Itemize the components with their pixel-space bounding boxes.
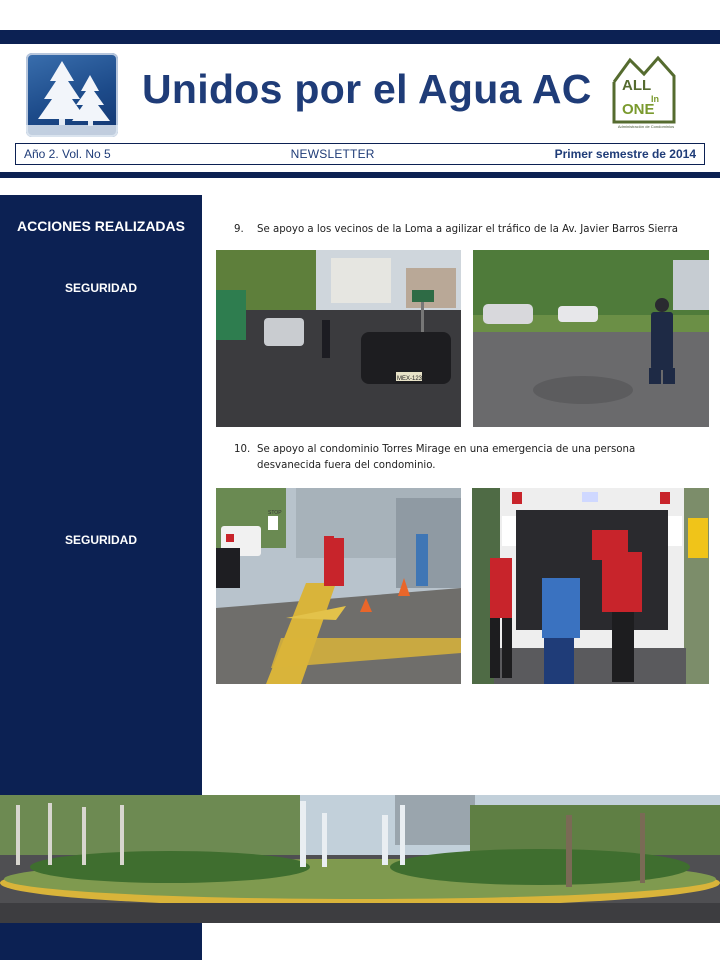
photo-sign-text: STOP — [268, 510, 282, 516]
issue-period: Primer semestre de 2014 — [554, 147, 696, 161]
newsletter-label: NEWSLETTER — [290, 147, 375, 161]
brand-line1: ALL — [622, 77, 652, 94]
item-10-line1: Se apoyo al condominio Torres Mirage en una emergencia de una persona — [257, 444, 636, 455]
brand-caption: Administración de Condominios — [617, 124, 675, 129]
item-9-number: 9. — [234, 224, 244, 235]
pine-trees-logo — [26, 53, 118, 137]
issue-info-bar — [15, 143, 705, 165]
header-bottom-band — [0, 172, 720, 178]
newsletter-title: Unidos por el Agua AC — [142, 66, 592, 112]
top-band — [0, 30, 720, 44]
item-10 — [234, 442, 635, 474]
photo-traffic-street — [216, 250, 461, 427]
photo-fountain-roundabout — [0, 795, 720, 923]
photo-plate-text: MEX-1234 — [397, 376, 426, 382]
item-9-text: Se apoyo a los vecinos de la Loma a agilizar el tráfico de la Av. Javier Barros Sierra — [257, 224, 678, 235]
sidebar-heading: ACCIONES REALIZADAS — [16, 218, 185, 234]
house-logo-icon — [608, 52, 678, 134]
photo-ambulance-paramedics — [472, 488, 709, 684]
item-10-line2: desvanecida fuera del condominio. — [257, 460, 436, 471]
item-10-number: 10. — [234, 444, 251, 455]
all-in-one-logo — [608, 52, 678, 134]
brand-line2: In — [651, 94, 659, 104]
issue-number: Año 2. Vol. No 5 — [24, 147, 111, 161]
brand-line3: ONE — [622, 101, 655, 118]
photo-emergency-scene — [216, 488, 461, 684]
pine-trees-icon — [26, 53, 118, 137]
sidebar-label-seguridad-1: SEGURIDAD — [64, 281, 137, 295]
sidebar-label-seguridad-2: SEGURIDAD — [64, 533, 137, 547]
photo-police-officer — [473, 250, 709, 427]
item-9 — [234, 222, 678, 238]
